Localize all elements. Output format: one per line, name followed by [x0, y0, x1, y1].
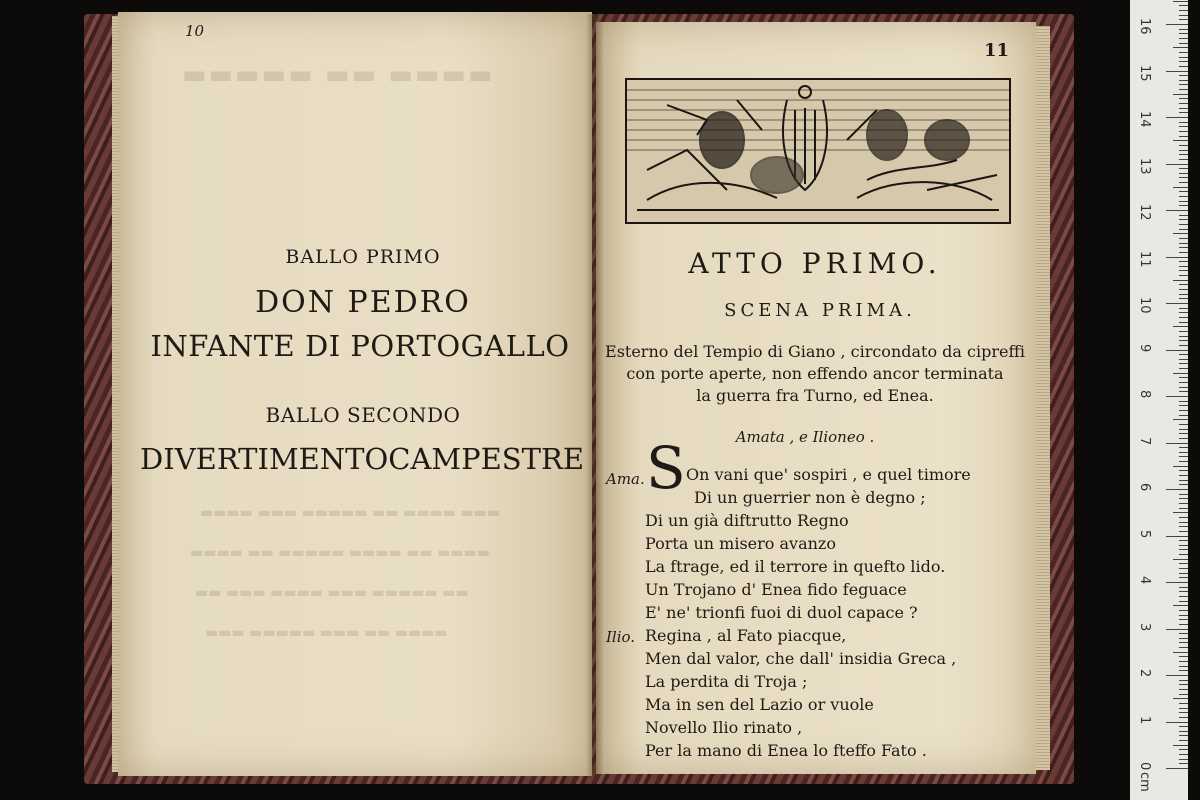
ruler-tick [1166, 536, 1188, 537]
page-number-right: 11 [984, 40, 1010, 61]
ruler-label: 7 [1137, 436, 1152, 445]
ruler-tick [1179, 238, 1188, 239]
ruler-tick [1179, 452, 1188, 453]
ruler-tick [1179, 136, 1188, 137]
ruler-tick [1179, 224, 1188, 225]
ruler-tick [1179, 243, 1188, 244]
ruler-tick [1179, 131, 1188, 132]
ruler-tick [1173, 466, 1188, 467]
ruler-tick [1179, 10, 1188, 11]
ruler-tick [1173, 1, 1188, 2]
ruler-tick [1179, 461, 1188, 462]
ruler-tick [1179, 359, 1188, 360]
ruler-tick [1179, 154, 1188, 155]
ruler-tick [1179, 726, 1188, 727]
ruler-label: 16 [1137, 18, 1152, 35]
ruler-tick [1179, 694, 1188, 695]
ruler-tick [1179, 573, 1188, 574]
woodcut-musical-instruments-image [627, 80, 1009, 222]
ruler-tick [1179, 177, 1188, 178]
ruler-tick [1179, 712, 1188, 713]
ruler-tick [1179, 377, 1188, 378]
ruler-tick [1179, 126, 1188, 127]
ruler-tick [1173, 512, 1188, 513]
ruler-label: 3 [1137, 622, 1152, 631]
ruler-tick [1179, 508, 1188, 509]
ruler-tick [1179, 554, 1188, 555]
ruler-tick [1179, 247, 1188, 248]
ruler-tick [1179, 308, 1188, 309]
ruler-tick [1179, 433, 1188, 434]
ruler-label: 5 [1137, 529, 1152, 538]
ruler-tick [1179, 661, 1188, 662]
ruler-tick [1179, 708, 1188, 709]
ruler-tick [1179, 382, 1188, 383]
ruler-tick [1179, 229, 1188, 230]
speech-line: Un Trojano d' Enea fido feguace [645, 580, 907, 599]
ruler-tick [1179, 43, 1188, 44]
ruler-tick [1179, 298, 1188, 299]
scene-title: SCENA PRIMA. [724, 300, 916, 321]
show-through-decoration: ▬▬▬▬ ▬▬ ▬▬▬ ▬▬▬▬▬ ▬▬▬ [205, 625, 448, 641]
character-list: Amata , e Ilioneo . [735, 428, 875, 446]
ruler-tick [1179, 447, 1188, 448]
page-edges-right [1036, 26, 1050, 770]
ruler-tick [1179, 284, 1188, 285]
act-title: ATTO PRIMO. [688, 247, 942, 280]
ruler-tick [1179, 415, 1188, 416]
ruler-tick [1173, 605, 1188, 606]
ruler-tick [1179, 173, 1188, 174]
speech-line: La perdita di Troja ; [645, 672, 808, 691]
ruler-tick [1179, 587, 1188, 588]
ruler-tick [1179, 261, 1188, 262]
ruler-tick [1179, 610, 1188, 611]
ruler-tick [1173, 47, 1188, 48]
ruler-label: 2 [1137, 669, 1152, 678]
ruler-tick [1179, 503, 1188, 504]
ruler-tick [1179, 289, 1188, 290]
ruler-tick [1179, 294, 1188, 295]
ruler-tick [1179, 624, 1188, 625]
ruler-tick [1179, 526, 1188, 527]
ruler-tick [1179, 410, 1188, 411]
ruler-tick [1179, 563, 1188, 564]
ruler-tick [1179, 205, 1188, 206]
ruler-tick [1179, 391, 1188, 392]
ruler-tick [1179, 703, 1188, 704]
ruler-tick [1166, 210, 1188, 211]
ruler-tick [1166, 164, 1188, 165]
ruler-tick [1179, 568, 1188, 569]
ruler-tick [1179, 429, 1188, 430]
ruler-tick [1179, 19, 1188, 20]
speech-line: Di un guerrier non è degno ; [694, 488, 926, 507]
ruler-tick [1179, 29, 1188, 30]
ruler-tick [1179, 438, 1188, 439]
ruler-tick [1179, 150, 1188, 151]
measurement-ruler [1130, 0, 1188, 800]
ruler-tick [1173, 187, 1188, 188]
ruler-label: 4 [1137, 576, 1152, 585]
ruler-tick [1179, 647, 1188, 648]
ruler-tick [1166, 257, 1188, 258]
left-page [118, 12, 592, 776]
ruler-tick [1179, 759, 1188, 760]
ruler-tick [1179, 270, 1188, 271]
ruler-tick [1166, 489, 1188, 490]
ruler-tick [1179, 5, 1188, 6]
ruler-tick [1179, 591, 1188, 592]
ruler-tick [1179, 182, 1188, 183]
ruler-tick [1179, 61, 1188, 62]
ruler-tick [1179, 494, 1188, 495]
ruler-tick [1179, 642, 1188, 643]
ruler-tick [1173, 745, 1188, 746]
ruler-tick [1166, 722, 1188, 723]
ruler-tick [1179, 619, 1188, 620]
drop-cap: S [646, 434, 686, 502]
ruler-label: 10 [1137, 297, 1152, 314]
ruler-tick [1179, 549, 1188, 550]
speech-line: Per la mano di Enea lo fteffo Fato . [645, 741, 927, 760]
ruler-label: 11 [1137, 250, 1152, 268]
ruler-tick [1166, 350, 1188, 351]
ruler-tick [1179, 670, 1188, 671]
ruler-tick [1179, 577, 1188, 578]
ruler-tick [1179, 103, 1188, 104]
ruler-tick [1179, 424, 1188, 425]
ruler-tick [1179, 191, 1188, 192]
ruler-label: 8 [1137, 390, 1152, 399]
ruler-tick [1179, 252, 1188, 253]
ruler-tick [1179, 717, 1188, 718]
ballo-primo-title-line1: DON PEDRO [255, 285, 471, 320]
ruler-tick [1179, 470, 1188, 471]
ruler-tick [1179, 405, 1188, 406]
ruler-tick [1179, 219, 1188, 220]
ruler-tick [1179, 740, 1188, 741]
ruler-tick [1179, 480, 1188, 481]
ruler-tick [1179, 266, 1188, 267]
ruler-tick [1179, 522, 1188, 523]
ruler-tick [1166, 117, 1188, 118]
ruler-label: 14 [1137, 111, 1152, 128]
ruler-tick [1179, 215, 1188, 216]
ruler-tick [1173, 698, 1188, 699]
speech-line: Regina , al Fato piacque, [645, 626, 847, 645]
speaker-ilioneo: Ilio. [606, 628, 636, 646]
ruler-tick [1179, 98, 1188, 99]
ruler-tick [1179, 159, 1188, 160]
ruler-tick [1179, 387, 1188, 388]
ruler-tick [1179, 331, 1188, 332]
ruler-tick [1173, 559, 1188, 560]
ruler-tick [1179, 484, 1188, 485]
speech-line: Ma in sen del Lazio or vuole [645, 695, 874, 714]
setting-line-1: Esterno del Tempio di Giano , circondato da cipreffi [605, 342, 1025, 361]
ruler-tick [1179, 345, 1188, 346]
ruler-tick [1179, 498, 1188, 499]
ruler-tick [1179, 33, 1188, 34]
ruler-tick [1179, 545, 1188, 546]
woodcut-illustration [625, 78, 1011, 224]
ruler-tick [1173, 419, 1188, 420]
ruler-tick [1173, 233, 1188, 234]
ruler-tick [1179, 80, 1188, 81]
ruler-tick [1179, 354, 1188, 355]
ruler-tick [1173, 326, 1188, 327]
ruler-tick [1179, 145, 1188, 146]
speech-line: Novello Ilio rinato , [645, 718, 803, 737]
ruler-tick [1166, 675, 1188, 676]
ruler-label: 12 [1137, 204, 1152, 221]
ruler-tick [1179, 633, 1188, 634]
ruler-tick [1179, 540, 1188, 541]
ruler-tick [1179, 735, 1188, 736]
ruler-tick [1179, 84, 1188, 85]
speech-line: On vani que' sospiri , e quel timore [686, 465, 971, 484]
ruler-tick [1179, 689, 1188, 690]
speech-line: Di un già diftrutto Regno [645, 511, 849, 530]
ruler-tick [1166, 629, 1188, 630]
show-through-decoration: ▬▬▬ ▬▬▬▬ ▬▬ ▬▬▬▬▬ ▬▬▬ ▬▬▬▬ [200, 505, 501, 521]
ruler-tick [1179, 122, 1188, 123]
ruler-label: 0 [1137, 762, 1152, 771]
ruler-tick [1179, 196, 1188, 197]
ruler-tick [1179, 666, 1188, 667]
ruler-tick [1179, 312, 1188, 313]
ruler-tick [1179, 475, 1188, 476]
setting-line-3: la guerra fra Turno, ed Enea. [696, 386, 934, 405]
ruler-tick [1179, 336, 1188, 337]
ruler-tick [1179, 763, 1188, 764]
ruler-tick [1173, 280, 1188, 281]
ruler-tick [1179, 456, 1188, 457]
ruler-tick [1179, 201, 1188, 202]
speaker-amata: Ama. [606, 470, 645, 488]
ruler-tick [1179, 749, 1188, 750]
ruler-tick [1179, 531, 1188, 532]
ruler-tick [1179, 38, 1188, 39]
speech-line: La ftrage, ed il terrore in quefto lido. [645, 557, 946, 576]
ruler-tick [1166, 24, 1188, 25]
ruler-tick [1179, 656, 1188, 657]
ruler-tick [1166, 303, 1188, 304]
ruler-tick [1179, 368, 1188, 369]
ruler-tick [1179, 638, 1188, 639]
ruler-tick [1173, 94, 1188, 95]
ballo-secondo-label: BALLO SECONDO [265, 403, 461, 427]
ruler-tick [1166, 71, 1188, 72]
ruler-tick [1166, 582, 1188, 583]
ruler-tick [1179, 754, 1188, 755]
ruler-tick [1179, 596, 1188, 597]
ruler-tick [1179, 517, 1188, 518]
ruler-tick [1179, 57, 1188, 58]
ballo-secondo-title: DIVERTIMENTOCAMPESTRE [140, 442, 585, 476]
ruler-tick [1179, 275, 1188, 276]
ruler-label: 13 [1137, 157, 1152, 175]
ruler-tick [1179, 731, 1188, 732]
ruler-tick [1179, 401, 1188, 402]
ruler-unit-label: cm [1137, 772, 1152, 792]
ruler-tick [1166, 396, 1188, 397]
ruler-tick [1179, 112, 1188, 113]
ruler-tick [1179, 601, 1188, 602]
ruler-tick [1179, 680, 1188, 681]
ruler-tick [1173, 373, 1188, 374]
ruler-label: 1 [1137, 715, 1152, 724]
page-number-left: 10 [185, 22, 205, 40]
show-through-decoration: ▬▬▬▬ ▬▬ ▬▬▬▬▬ [180, 60, 493, 90]
ruler-tick [1179, 340, 1188, 341]
ruler-tick [1173, 652, 1188, 653]
ruler-tick [1179, 52, 1188, 53]
ballo-primo-label: BALLO PRIMO [285, 246, 441, 268]
ruler-tick [1179, 66, 1188, 67]
ruler-tick [1179, 317, 1188, 318]
ruler-tick [1166, 443, 1188, 444]
speech-line: Men dal valor, che dall' insidia Greca , [645, 649, 957, 668]
ruler-tick [1179, 168, 1188, 169]
ruler-tick [1179, 89, 1188, 90]
ruler-label: 6 [1137, 483, 1152, 492]
show-through-decoration: ▬▬ ▬▬▬▬▬ ▬▬▬ ▬▬▬▬ ▬▬▬ ▬▬ [195, 585, 469, 601]
ruler-label: 15 [1137, 64, 1152, 82]
ruler-tick [1179, 15, 1188, 16]
ruler-tick [1179, 108, 1188, 109]
ruler-tick [1179, 75, 1188, 76]
speech-line: Porta un misero avanzo [645, 534, 836, 553]
setting-line-2: con porte aperte, non effendo ancor terminata [626, 364, 1004, 383]
ruler-tick [1179, 363, 1188, 364]
ruler-tick [1179, 684, 1188, 685]
ruler-tick [1173, 140, 1188, 141]
ruler-tick [1179, 322, 1188, 323]
ruler-label: 9 [1137, 343, 1152, 352]
ruler-tick [1179, 615, 1188, 616]
speech-line: E' ne' trionfi fuoi di duol capace ? [645, 603, 918, 622]
ruler-tick [1166, 768, 1188, 769]
ballo-primo-title-line2: INFANTE DI PORTOGALLO [150, 329, 570, 363]
show-through-decoration: ▬▬▬▬ ▬▬ ▬▬▬▬ ▬▬▬▬▬ ▬▬ ▬▬▬▬ [190, 545, 491, 561]
